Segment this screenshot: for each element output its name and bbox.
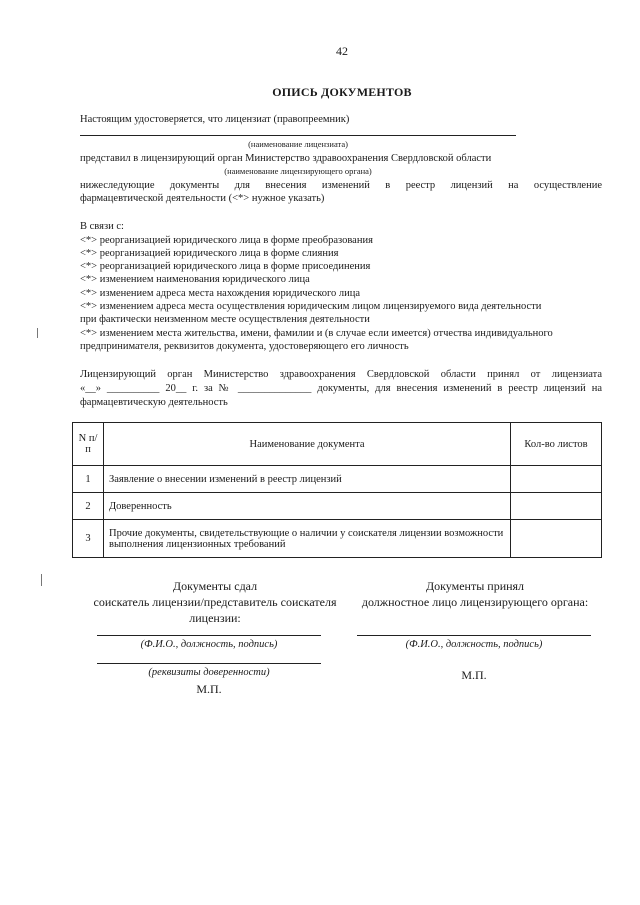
row-sheet-count <box>511 520 602 558</box>
reason-item: при фактически неизменном месте осуществления деятельности <box>80 314 370 325</box>
header-document-name: Наименование документа <box>104 423 511 466</box>
page-number: 42 <box>336 44 348 58</box>
reason-item: <*> изменением адреса места осуществления юридическим лицом лицензируемого вида деятельности <box>80 301 542 312</box>
intro-line-3: нижеследующие документы для внесения изменений в реестр лицензий на осуществление <box>80 180 602 191</box>
licensee-blank-line <box>80 135 516 136</box>
power-of-attorney-caption: (реквизиты доверенности) <box>148 667 270 678</box>
authority-caption: (наименование лицензирующего органа) <box>224 166 372 176</box>
reason-item: <*> реорганизацией юридического лица в форме слияния <box>80 248 339 259</box>
intro-line-4: фармацевтической деятельности (<*> нужное указать) <box>80 193 325 204</box>
handed-over-role-line-1: соискатель лицензии/представитель соискателя <box>93 595 337 609</box>
accepted-stamp: М.П. <box>461 668 487 682</box>
accepted-signature-caption: (Ф.И.О., должность, подпись) <box>405 639 543 650</box>
intro-line-1: Настоящим удостоверяется, что лицензиат (правопреемник) <box>80 114 350 125</box>
header-sheet-count: Кол-во листов <box>511 423 602 466</box>
accepted-title: Документы принял <box>425 579 525 593</box>
row-number: 3 <box>73 520 104 558</box>
documents-table <box>72 422 602 558</box>
reason-item: <*> изменением адреса места нахождения юридического лица <box>80 288 361 299</box>
power-of-attorney-line <box>97 663 321 664</box>
handed-over-stamp: М.П. <box>196 682 222 696</box>
row-sheet-count <box>511 493 602 520</box>
row-number: 1 <box>73 466 104 493</box>
row-document-name: Доверенность <box>104 493 511 520</box>
acceptance-line-3: фармацевтическую деятельность <box>80 397 228 408</box>
row-sheet-count <box>511 466 602 493</box>
licensee-caption: (наименование лицензиата) <box>248 139 348 149</box>
document-title: ОПИСЬ ДОКУМЕНТОВ <box>272 85 412 99</box>
table-row <box>73 493 602 520</box>
accepted-signature-line <box>357 635 591 636</box>
accepted-role-line: должностное лицо лицензирующего органа: <box>361 595 589 609</box>
reason-item: <*> изменением наименования юридического лица <box>80 274 310 285</box>
handed-over-role-line-2: лицензии: <box>189 611 241 625</box>
acceptance-line-1: Лицензирующий орган Министерство здравоохранения Свердловской области принял от лицензиата <box>80 369 602 380</box>
reason-item: предпринимателя, реквизитов документа, удостоверяющего его личность <box>80 341 409 352</box>
handed-over-signature-caption: (Ф.И.О., должность, подпись) <box>140 639 278 650</box>
intro-line-2: представил в лицензирующий орган Министерство здравоохранения Свердловской области <box>80 153 492 164</box>
acceptance-line-2: «__» __________ 20__ г. за № ______________ документы, для внесения изменений в реестр лицензий на <box>80 383 602 394</box>
row-document-name: Прочие документы, свидетельствующие о наличии у соискателя лицензии возможности выполнения лицензионных требований <box>104 520 511 558</box>
reason-item: <*> изменением места жительства, имени, фамилии и (в случае если имеется) отчества индивидуального <box>80 328 553 339</box>
reasons-header: В связи с: <box>80 221 124 232</box>
table-header-row <box>73 423 602 466</box>
row-number: 2 <box>73 493 104 520</box>
handed-over-title: Документы сдал <box>172 579 258 593</box>
header-number: N п/п <box>73 423 104 466</box>
scan-mark <box>37 328 38 338</box>
scan-mark <box>41 574 42 586</box>
handed-over-signature-line <box>97 635 321 636</box>
reason-item: <*> реорганизацией юридического лица в форме преобразования <box>80 235 373 246</box>
table-row <box>73 466 602 493</box>
reason-item: <*> реорганизацией юридического лица в форме присоединения <box>80 261 371 272</box>
table-row <box>73 520 602 558</box>
row-document-name: Заявление о внесении изменений в реестр лицензий <box>104 466 511 493</box>
